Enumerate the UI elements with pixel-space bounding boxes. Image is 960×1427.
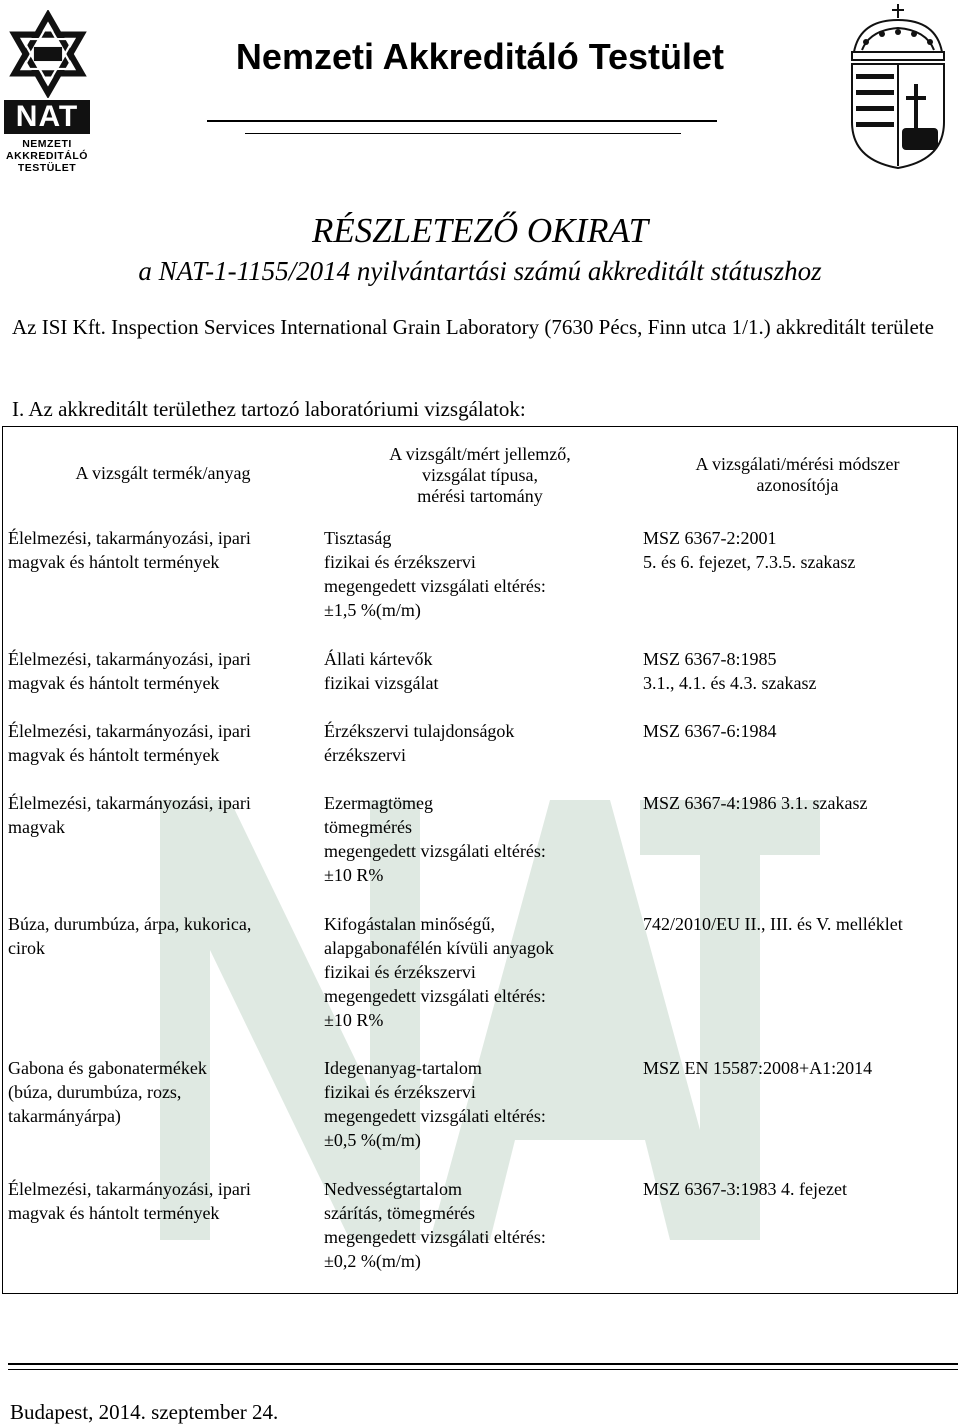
logo-line-1: NEMZETI <box>22 138 72 150</box>
table-row-characteristic: Kifogástalan minőségű, alapgabonafélén kívüli anyagok fizikai és érzékszervi megengedett vizsgálati eltérés: ±10 R% <box>324 914 554 1030</box>
place-and-date: Budapest, 2014. szeptember 24. <box>10 1400 279 1424</box>
table-row-method: 742/2010/EU II., III. és V. melléklet <box>643 914 903 934</box>
table-row-product: Élelmezési, takarmányozási, ipari magvak és hántolt termények <box>8 649 251 693</box>
table-row-product: Élelmezési, takarmányozási, ipari magvak és hántolt termények <box>8 721 251 765</box>
table-row-method: MSZ 6367-6:1984 <box>643 721 777 741</box>
nat-logo <box>4 10 96 180</box>
table-row-characteristic: Ezermagtömeg tömegmérés megengedett vizsgálati eltérés: ±10 R% <box>324 793 546 885</box>
logo-line-2: AKKREDITÁLÓ <box>6 150 88 162</box>
coat-of-arms-icon <box>840 2 956 170</box>
header-rule <box>245 133 681 134</box>
nat-logo-text: NAT <box>4 100 90 134</box>
table-row-product: Élelmezési, takarmányozási, ipari magvak <box>8 793 251 837</box>
table-row-method: MSZ EN 15587:2008+A1:2014 <box>643 1058 873 1078</box>
document-subtitle: a NAT-1-1155/2014 nyilvántartási számú akkreditált státuszhoz <box>138 256 822 286</box>
section-heading: I. Az akkreditált területhez tartozó laboratóriumi vizsgálatok: <box>12 397 526 421</box>
document-title: RÉSZLETEZŐ OKIRAT <box>311 211 649 250</box>
table-row-product: Gabona és gabonatermékek (búza, durumbúza, rozs, takarmányárpa) <box>8 1058 207 1126</box>
table-row-characteristic: Nedvességtartalom szárítás, tömegmérés megengedett vizsgálati eltérés: ±0,2 %(m/m) <box>324 1179 546 1271</box>
table-row-method: MSZ 6367-8:1985 3.1., 4.1. és 4.3. szakasz <box>643 649 817 693</box>
intro-paragraph: Az ISI Kft. Inspection Services International Grain Laboratory (7630 Pécs, Finn utca 1/1.) akkreditált területe <box>12 315 934 339</box>
table-row-characteristic: Érzékszervi tulajdonságok érzékszervi <box>324 721 515 765</box>
table-row-product: Élelmezési, takarmányozási, ipari magvak és hántolt termények <box>8 1179 251 1223</box>
table-row-characteristic: Állati kártevők fizikai vizsgálat <box>324 649 439 693</box>
nat-star-logo-icon <box>4 10 92 98</box>
logo-line-3: TESTÜLET <box>17 162 77 174</box>
table-row-method: MSZ 6367-4:1986 3.1. szakasz <box>643 793 868 813</box>
table-row-characteristic: Tisztaság fizikai és érzékszervi megengedett vizsgálati eltérés: ±1,5 %(m/m) <box>324 528 546 620</box>
header-rule <box>207 120 717 122</box>
footer-rule <box>8 1369 958 1370</box>
column-header-product: A vizsgált termék/anyag <box>75 463 251 483</box>
table-row-method: MSZ 6367-2:2001 5. és 6. fejezet, 7.3.5. szakasz <box>643 528 856 572</box>
organization-title: Nemzeti Akkreditáló Testület <box>235 36 725 77</box>
column-header-method: A vizsgálati/mérési módszer azonosítója <box>695 454 900 495</box>
table-row-product: Búza, durumbúza, árpa, kukorica, cirok <box>8 914 252 958</box>
column-header-characteristic: A vizsgált/mért jellemző, vizsgálat típusa, mérési tartomány <box>389 444 571 506</box>
table-row-method: MSZ 6367-3:1983 4. fejezet <box>643 1179 847 1199</box>
table-row-characteristic: Idegenanyag-tartalom fizikai és érzékszervi megengedett vizsgálati eltérés: ±0,5 %(m/m) <box>324 1058 546 1150</box>
table-row-product: Élelmezési, takarmányozási, ipari magvak és hántolt termények <box>8 528 251 572</box>
footer-rule <box>8 1363 958 1365</box>
